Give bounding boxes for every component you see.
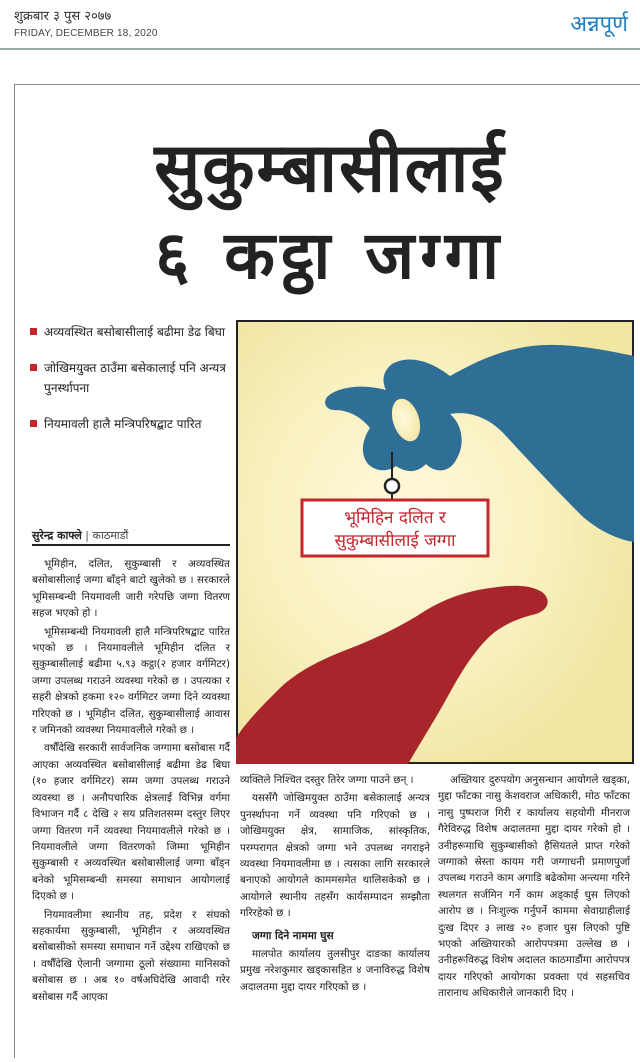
byline-place: काठमाडौं [92,529,129,542]
summary-bullet: अव्यवस्थित बसोबासीलाई बढीमा डेढ बिघा [30,322,230,342]
article-column-2 [240,772,430,997]
article-column-3 [438,772,630,1004]
byline-separator: | [85,529,90,542]
section-subhead: जग्गा दिने नाममा घुस [252,929,334,942]
summary-bullets [30,322,230,450]
headline-line-1: सुकुम्बासीलाई [154,129,506,208]
masthead-divider [0,48,640,50]
land-tag-line-1: भूमिहिन दलित र [344,508,446,528]
masthead-date-english: FRIDAY, DECEMBER 18, 2020 [14,28,158,39]
paragraph: भूमिहीन, दलित, सुकुम्बासी र अव्यवस्थित बसोबासीलाई जग्गा बाँड्ने बाटो खुलेको छ । सरकारले भूमिसम्बन्धी नियमावली जारी गरेपछि जग्गा वितरण सहज भएको हो । [32,558,230,620]
paragraph: वर्षौंदेखि सरकारी सार्वजनिक जग्गामा बसोबास गर्दै आएका अव्यवस्थित बसोबासीलाई बढीमा डेढ बिघा (१० हजार वर्गमिटर) सम्म जग्गा उपलब्ध गराउने व्यवस्था छ । अनौपचारिक क्षेत्रलाई विभिन्न वर्गमा विभाजन गर्दै ८ देखि २ सय प्रतिशतसम्म दस्तुर लिएर जग्गा वितरण गर्ने व्यवस्था नियमावलीले गरेको छ । नियमावलीले जग्गा वितरणको जिम्मा भूमिहीन सुकुम्बासी र अव्यवस्थित बसोबासीलाई जग्गा बाँड्न बनेको भूमिसम्बन्धी समस्या समाधान आयोगलाई दिएको छ । [32,742,230,903]
article-column-1 [32,556,230,1007]
hands-illustration [236,320,634,764]
masthead-date-nepali: शुक्रबार ३ पुस २०७७ [14,9,112,24]
paragraph: व्यक्तिले निश्चित दस्तुर तिरेर जग्गा पाउने छन् । [240,774,414,786]
byline-author: सुरेन्द्र काफ्ले [32,529,82,542]
paragraph: भूमिसम्बन्धी नियमावली हालै मन्त्रिपरिषद्बाट पारित भएको छ । नियमावलीले भूमिहीन दलित र सुकुम्बासीलाई बढीमा ५.९३ कट्ठा(२ हजार वर्गमिटर) जग्गा उपलब्ध गराउने व्यवस्था गरेको छ । उपत्यका र सहरी क्षेत्रको हकमा १२० वर्गमिटर जग्गा दिने व्यवस्था गरिएको छ । भूमिहीन दलित, सुकुम्बासीलाई आवास र जमिनको व्यवस्था नियमावलीले गरेको छ । [32,625,230,737]
land-tag-line-2: सुकुम्बासीलाई जग्गा [334,531,456,551]
summary-bullet: नियमावली हालै मन्त्रिपरिषद्बाट पारित [30,414,230,434]
headline-line-2: ६ कट्ठा जग्गा [154,217,506,294]
newspaper-logo: अन्नपूर्ण [570,12,628,37]
hanging-ring [385,479,399,493]
byline [32,528,232,543]
paragraph: अख्तियार दुरुपयोग अनुसन्धान आयोगले खड्का, मुद्दा फाँटका नासु केशवराज अधिकारी, मोठ फाँटका नासु पुष्पराज गिरी र कार्यालय सहयोगी मीनराज गैरेविरुद्ध विशेष अदालतमा मुद्दा दायर गरेको हो । उनीहरूमाथि सुकुम्बासीको हैसियतले प्राप्त गरेको जग्गाको स्रेस्ता कायम गरी जग्गाधनी प्रमाणपुर्जा उपलब्ध गराउने काम अगाडि बढेकोमा अन्त्यमा गरिने स्थलगत सर्जमिन गर्ने काम अड्काई घुस लिएको आरोप छ । निःशुल्क गर्नुपर्ने काममा सेवाग्राहीलाई दुःख दिएर ३ लाख २० हजार घुस लिएको पुष्टि भएको अख्तियारको आरोपपत्रमा उल्लेख छ । उनीहरूविरुद्ध विशेष अदालत काठमाडौंमा आरोपपत्र दायर गरिएको आयोगका प्रवक्ता एवं सहसचिव तारानाथ अधिकारीले जानकारी दिए । [438,774,630,1000]
paragraph: यससँगै जोखिमयुक्त ठाउँमा बसेकालाई अन्यत्र पुनर्स्थापना गर्ने व्यवस्था पनि गरिएको छ । जोखिमयुक्त क्षेत्र, सामाजिक, सांस्कृतिक, परम्परागत क्षेत्रको जग्गा भने उपलब्ध नगराइने व्यवस्था नियमावलीमा छ । त्यसका लागि सरकारले बनाएको आयोगले काममसमेत थालिसकेको छ । आयोगले स्थानीय तहसँग कार्यसम्पादन सम्झौता गरिरहेको छ । [240,792,430,920]
paragraph: नियमावलीमा स्थानीय तह, प्रदेश र संघको सहकार्यमा सुकुम्बासी, भूमिहीन र अव्यवस्थित बसोबासीको समस्या समाधान गर्ने उद्देश्य राखिएको छ । वर्षौंदेखि ऐलानी जग्गामा ठूलो संख्यामा मानिसको बसोबास छ । अब १० वर्षअघिदेखि आवादी गरेर बसोबास गर्दै आएका [32,908,230,1003]
byline-underline [32,544,230,546]
paragraph: मालपोत कार्यालय तुलसीपुर दाङका कार्यालय प्रमुख नरेशकुमार खड्कासहित ४ जनाविरुद्ध विशेष अदालतमा मुद्दा दायर गरिएको छ । [240,948,430,993]
summary-bullet: जोखिमयुक्त ठाउँमा बसेकालाई पनि अन्यत्र पुनर्स्थापना [30,358,230,398]
